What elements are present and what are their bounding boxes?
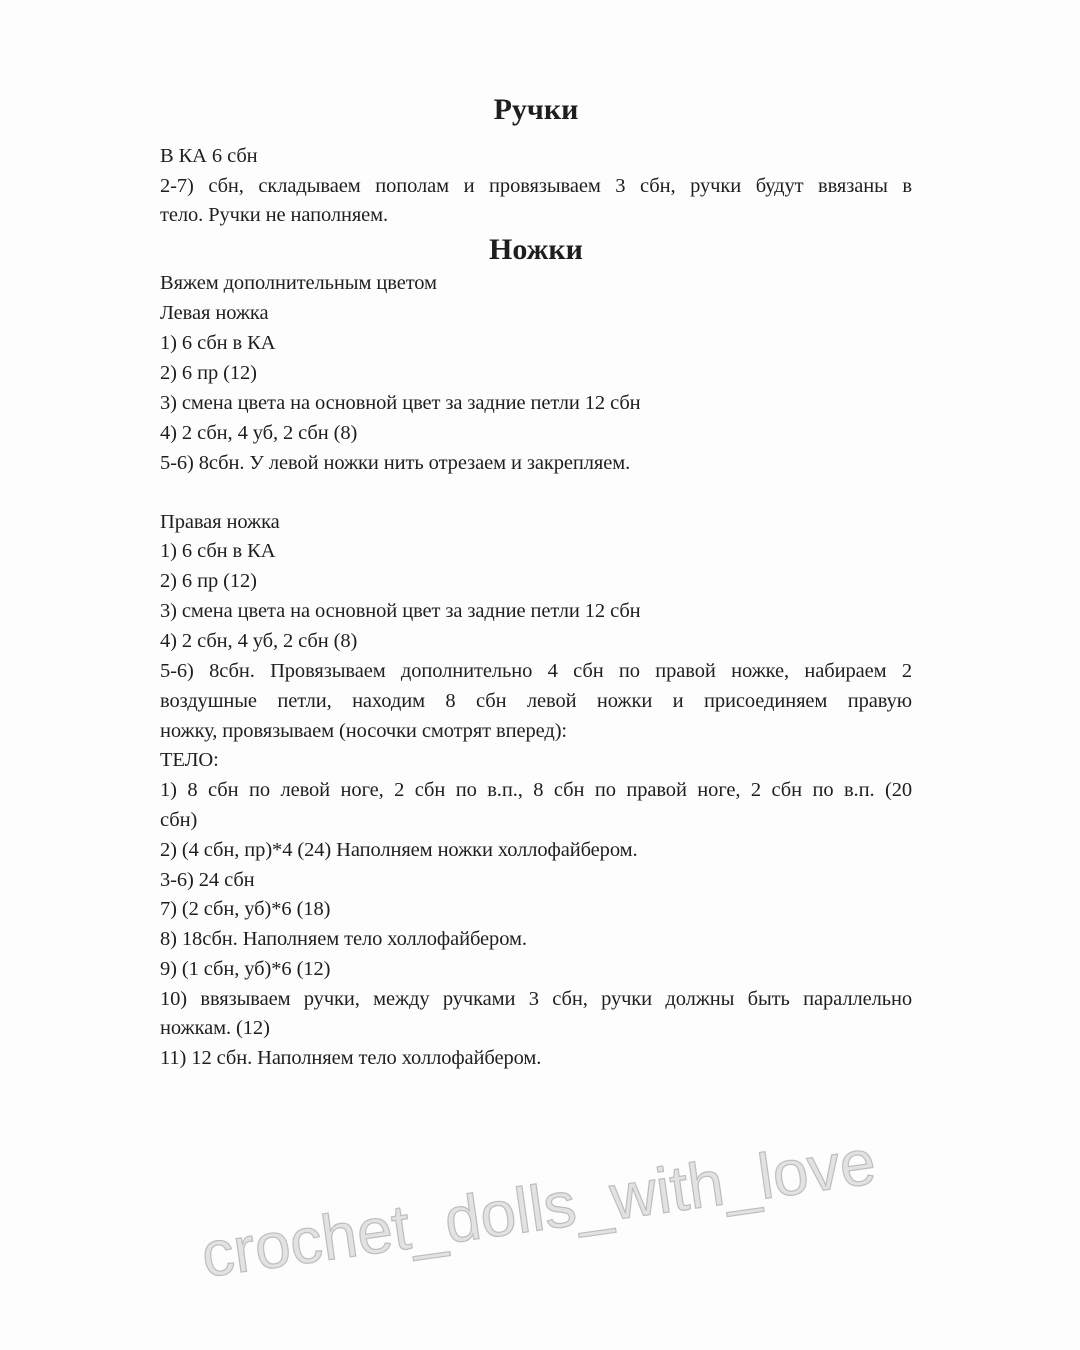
text-line: ножку, провязываем (носочки смотрят вперед): — [160, 720, 568, 742]
watermark-text: crochet_dolls_with_love — [196, 1125, 880, 1292]
text-line: 1) 6 сбн в КА — [160, 540, 276, 562]
text-line: 2) (4 сбн, пр)*4 (24) Наполняем ножки холлофайбером. — [160, 839, 638, 861]
text-line: 5-6) 8сбн. Провязываем дополнительно 4 сбн по правой ножке, набираем 2 — [160, 660, 912, 682]
text-line: 9) (1 сбн, уб)*6 (12) — [160, 958, 331, 980]
text-line: 10) ввязываем ручки, между ручками 3 сбн, ручки должны быть параллельно — [160, 988, 912, 1010]
text-line: 4) 2 сбн, 4 уб, 2 сбн (8) — [160, 630, 358, 652]
text-line: 3) смена цвета на основной цвет за задние петли 12 сбн — [160, 600, 641, 622]
text-line: 1) 6 сбн в КА — [160, 332, 276, 354]
text-line: 2-7) сбн, складываем пополам и провязываем 3 сбн, ручки будут ввязаны в — [160, 175, 912, 197]
text-line: Вяжем дополнительным цветом — [160, 272, 437, 294]
text-line: 8) 18сбн. Наполняем тело холлофайбером. — [160, 928, 527, 950]
text-line: 5-6) 8сбн. У левой ножки нить отрезаем и закрепляем. — [160, 452, 631, 474]
text-line: В КА 6 сбн — [160, 145, 258, 167]
text-line: 4) 2 сбн, 4 уб, 2 сбн (8) — [160, 422, 358, 444]
text-line: 2) 6 пр (12) — [160, 570, 257, 592]
text-line: 7) (2 сбн, уб)*6 (18) — [160, 898, 331, 920]
text-line: Левая ножка — [160, 302, 269, 324]
text-line: сбн) — [160, 809, 198, 831]
text-line: 3-6) 24 сбн — [160, 869, 255, 891]
text-line: ножкам. (12) — [160, 1017, 270, 1039]
text-line: воздушные петли, находим 8 сбн левой ножки и присоединяем правую — [160, 690, 912, 712]
text-line: 2) 6 пр (12) — [160, 362, 257, 384]
heading-handles: Ручки — [493, 93, 579, 126]
watermark — [0, 1110, 1080, 1330]
text-line: 1) 8 сбн по левой ноге, 2 сбн по в.п., 8 сбн по правой ноге, 2 сбн по в.п. (20 — [160, 779, 912, 801]
text-line: 11) 12 сбн. Наполняем тело холлофайбером. — [160, 1047, 542, 1069]
text-line: тело. Ручки не наполняем. — [160, 204, 389, 226]
heading-legs: Ножки — [489, 233, 583, 266]
text-line: 3) смена цвета на основной цвет за задние петли 12 сбн — [160, 392, 641, 414]
text-line: ТЕЛО: — [160, 749, 219, 771]
text-line: Правая ножка — [160, 511, 280, 533]
